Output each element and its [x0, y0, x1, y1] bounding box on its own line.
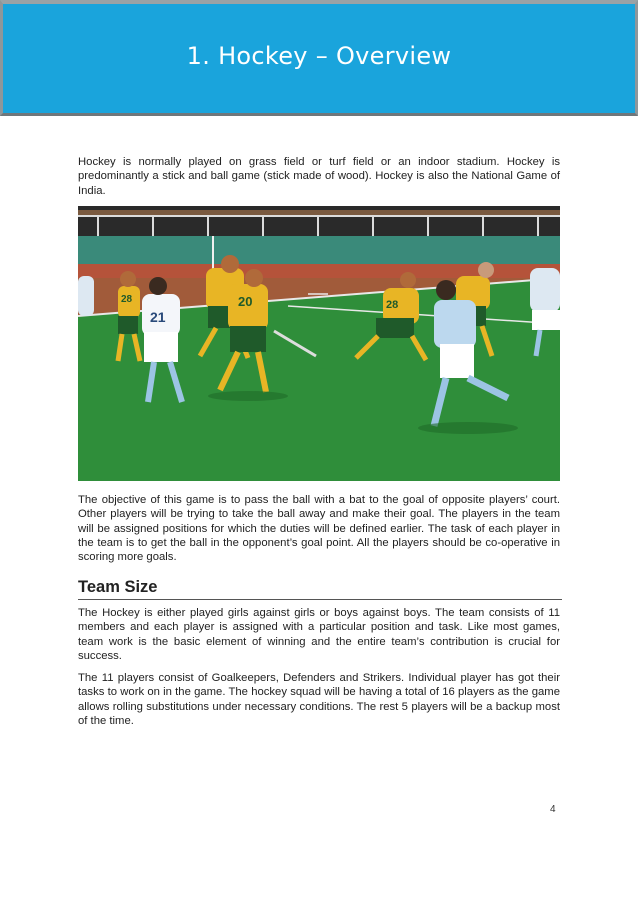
- jersey-number: 28: [121, 294, 133, 305]
- page-title: 1. Hockey – Overview: [186, 42, 452, 70]
- intro-paragraph: Hockey is normally played on grass field or turf field or an indoor stadium. Hockey is predominantly a stick and ball game (stick made of wood). Hockey is also the National Game of India.: [78, 156, 560, 197]
- hockey-photo: [78, 206, 560, 481]
- team-size-paragraph-2: The 11 players consist of Goalkeepers, Defenders and Strikers. Individual player has got their tasks to work on in the game. The hockey squad will be having a total of 16 players as the game allows rolling substitutions under necessary conditions. The rest 5 players will be a backup most of the time.: [78, 672, 560, 727]
- jersey-number: 21: [150, 309, 166, 325]
- team-size-paragraph-1: The Hockey is either played girls against girls or boys against boys. The team consists of 11 members and each player is assigned with a particular position and task. Like most games, team work is the basic element of winning and the entire team’s contribution is crucial for success.: [78, 607, 560, 662]
- page-number: 4: [550, 804, 556, 815]
- heading-underline: [78, 599, 562, 600]
- team-size-heading: Team Size: [78, 578, 158, 596]
- jersey-number: 28: [386, 299, 399, 311]
- objective-paragraph: The objective of this game is to pass the ball with a bat to the goal of opposite players’ court. Other players will be trying to take the ball away and make their goal. The players in the team will be assigned positions for which the duties will be defined earlier. The task of each player in the team is to get the ball in the opponent’s goal point. All the players should be co-operative in scoring more goals.: [78, 494, 560, 564]
- jersey-number: 20: [238, 294, 253, 309]
- title-banner: [0, 0, 638, 116]
